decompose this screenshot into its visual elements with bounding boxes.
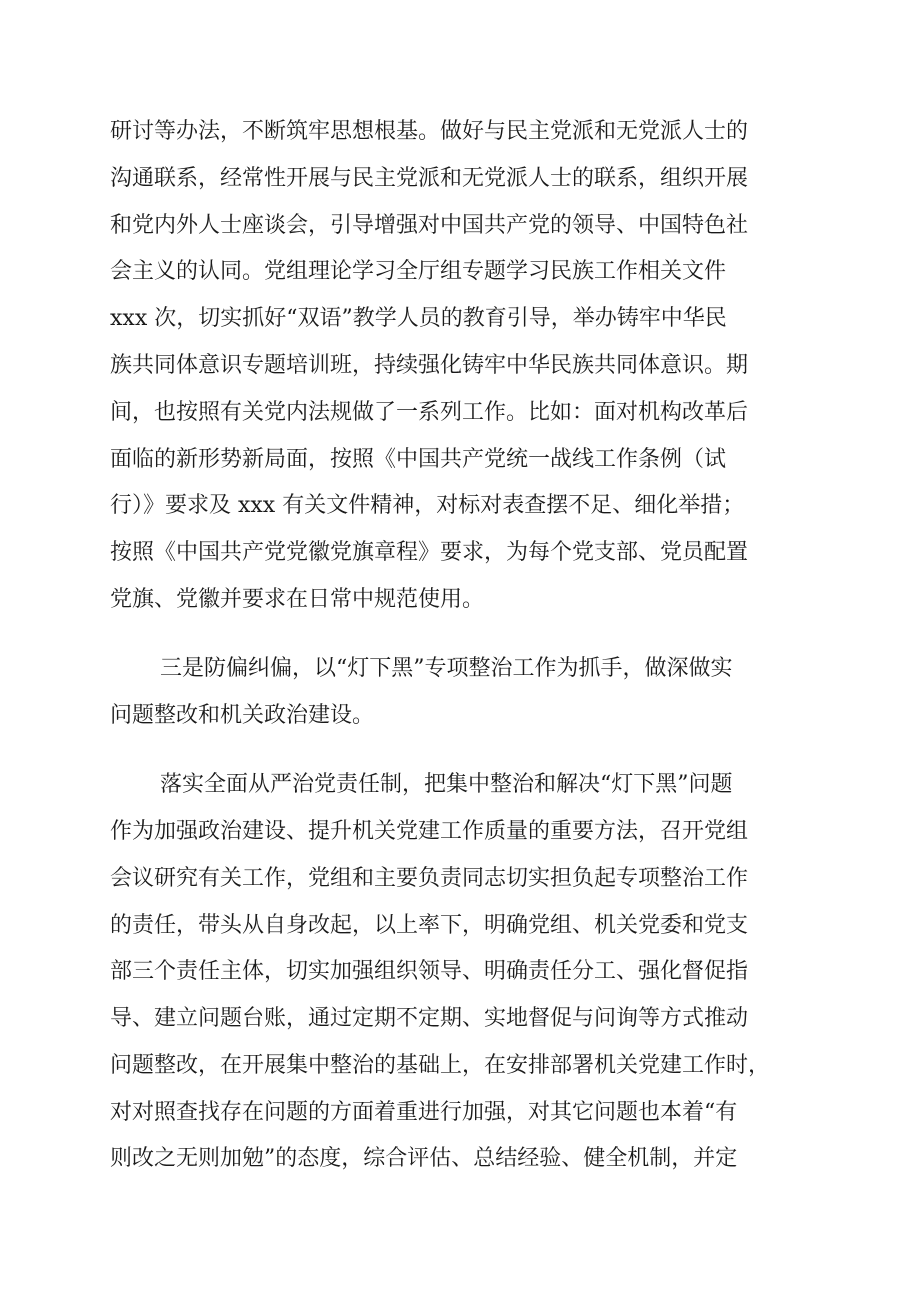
paragraph-2-line: 导、建立问题台账，通过定期不定期、实地督促与问询等方式推动 — [110, 1006, 749, 1031]
paragraph-2-line: 则改之无则加勉”的态度，综合评估、总结经验、健全机制，并定 — [110, 1146, 738, 1171]
paragraph-1-line: 和党内外人士座谈会，引导增强对中国共产党的领导、中国特色社 — [110, 213, 749, 238]
paragraph-2-line: 作为加强政治建设、提升机关党建工作质量的重要方法，召开党组 — [110, 819, 749, 844]
paragraph-1-line: 面临的新形势新局面，按照《中国共产党统一战线工作条例（试 — [110, 447, 727, 472]
paragraph-2-line: 对对照查找存在问题的方面着重进行加强，对其它问题也本着“有 — [110, 1100, 738, 1125]
paragraph-1-line: xxx 次，切实抓好“双语”教学人员的教育引导，举办铸牢中华民 — [110, 306, 727, 331]
section-heading-line: 三是防偏纠偏，以“灯下黑”专项整治工作为抓手，做深做实 — [160, 656, 733, 681]
paragraph-2-line: 会议研究有关工作，党组和主要负责同志切实担负起专项整治工作 — [110, 866, 749, 891]
paragraph-2-line: 部三个责任主体，切实加强组织领导、明确责任分工、强化督促指 — [110, 959, 749, 984]
section-heading-line: 问题整改和机关政治建设。 — [110, 703, 375, 728]
paragraph-1-line: 按照《中国共产党党徽党旗章程》要求，为每个党支部、党员配置 — [110, 540, 749, 565]
paragraph-1-line: 沟通联系，经常性开展与民主党派和无党派人士的联系，组织开展 — [110, 166, 749, 191]
paragraph-1-line: 族共同体意识专题培训班，持续强化铸牢中华民族共同体意识。期 — [110, 353, 749, 378]
paragraph-1-line: 会主义的认同。党组理论学习全厅组专题学习民族工作相关文件 — [110, 259, 727, 284]
paragraph-1-line: 行）》要求及 xxx 有关文件精神，对标对表查摆不足、细化举措； — [110, 493, 745, 518]
paragraph-2-line: 落实全面从严治党责任制，把集中整治和解决“灯下黑”问题 — [160, 772, 733, 797]
paragraph-2-line: 问题整改，在开展集中整治的基础上，在安排部署机关党建工作时， — [110, 1053, 771, 1078]
paragraph-1-line: 党旗、党徽并要求在日常中规范使用。 — [110, 587, 485, 612]
paragraph-1-line: 研讨等办法，不断筑牢思想根基。做好与民主党派和无党派人士的 — [110, 119, 749, 144]
paragraph-2-line: 的责任，带头从自身改起，以上率下，明确党组、机关党委和党支 — [110, 913, 749, 938]
paragraph-1-line: 间，也按照有关党内法规做了一系列工作。比如：面对机构改革后 — [110, 400, 749, 425]
